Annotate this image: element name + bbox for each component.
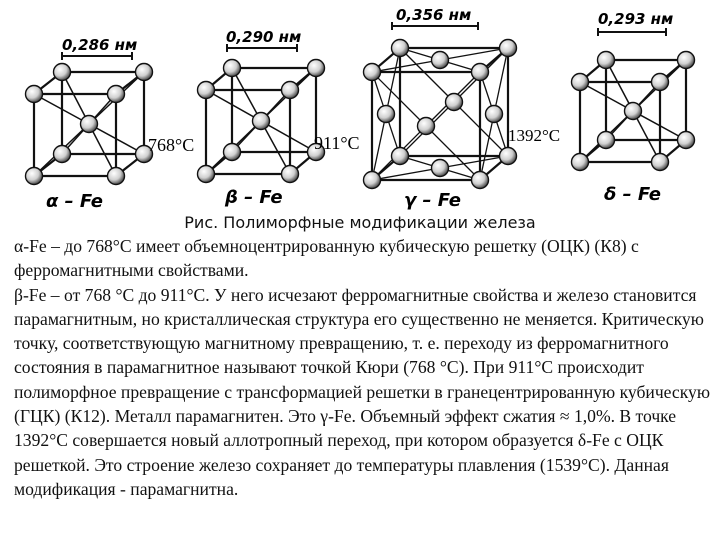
atom (652, 74, 669, 91)
atom (472, 64, 489, 81)
figure-caption: Рис. Полиморфные модификации железа (184, 213, 536, 232)
phase-label-gamma: γ – Fe (404, 190, 461, 211)
atom (26, 86, 43, 103)
atom (598, 132, 615, 149)
atom (572, 154, 589, 171)
transition-label-911: 911°C (314, 133, 360, 153)
beta-fe-bcc-cell (198, 60, 325, 183)
atom (625, 103, 642, 120)
atom (198, 166, 215, 183)
atom (282, 166, 299, 183)
dimension-label-gamma: 0,356 нм (396, 6, 472, 24)
atom (253, 113, 270, 130)
iron-polymorphs-figure (0, 0, 720, 215)
atom (198, 82, 215, 99)
paragraph-beta-gamma-delta-fe: β-Fe – от 768 °С до 911°С. У него исчезают ферромагнитные свойства и железо становится парамагнитным, но кристаллическая структура его существенно не меняется. Критическую точку, соответствующую магнитному превращению, т. е. переходу из ферромагнитного состояния в парамагнитное называют точкой Кюри (768 °С). При 911°С происходит полиморфное превращение с трансформацией решетки в гранецентрированную кубическую (ГЦК) (К12). Металл парамагнитен. Это γ-Fe. Объемный эффект сжатия ≈ 1,0%. В точке 1392°С совершается новый аллотропный переход, при котором образуется δ-Fe с ОЦК решеткой. Это строение железо сохраняет до температуры плавления (1539°С). Данная модификация - парамагнитна. (14, 284, 710, 499)
atom (486, 106, 503, 123)
dimension-label-alpha: 0,286 нм (62, 36, 138, 54)
atom (598, 52, 615, 69)
phase-label-delta: δ – Fe (604, 184, 662, 205)
atom (500, 40, 517, 57)
atom (308, 60, 325, 77)
atom (364, 64, 381, 81)
atom (678, 52, 695, 69)
atom (418, 118, 435, 135)
atom (54, 146, 71, 163)
transition-label-1392: 1392°C (508, 126, 561, 145)
atom (378, 106, 395, 123)
atom (392, 148, 409, 165)
atom (678, 132, 695, 149)
dimension-marker-delta (598, 28, 666, 36)
lattice-bond (372, 60, 440, 72)
atom (108, 168, 125, 185)
delta-fe-bcc-cell (572, 52, 695, 171)
atom (26, 168, 43, 185)
phase-label-beta: β – Fe (225, 187, 283, 208)
atom (54, 64, 71, 81)
paragraph-alpha-fe: α-Fe – до 768°С имеет объемноцентрированную кубическую решетку (ОЦК) (К8) с ферромагнитными свойствами. (14, 236, 639, 281)
dimension-label-delta: 0,293 нм (598, 10, 674, 28)
atom (500, 148, 517, 165)
atom (432, 160, 449, 177)
lattice-bond (440, 156, 508, 168)
atom (224, 60, 241, 77)
phase-label-alpha: α – Fe (46, 191, 104, 212)
atom (392, 40, 409, 57)
atom (446, 94, 463, 111)
atom (364, 172, 381, 189)
alpha-fe-bcc-cell (26, 64, 153, 185)
atom (652, 154, 669, 171)
gamma-fe-fcc-cell (364, 40, 517, 189)
atom (108, 86, 125, 103)
atom (81, 116, 98, 133)
atom (472, 172, 489, 189)
atom (432, 52, 449, 69)
atom (572, 74, 589, 91)
atom (136, 64, 153, 81)
body-text (14, 234, 714, 501)
atom (224, 144, 241, 161)
atom (282, 82, 299, 99)
dimension-label-beta: 0,290 нм (226, 28, 302, 46)
transition-label-768: 768°C (148, 135, 195, 155)
